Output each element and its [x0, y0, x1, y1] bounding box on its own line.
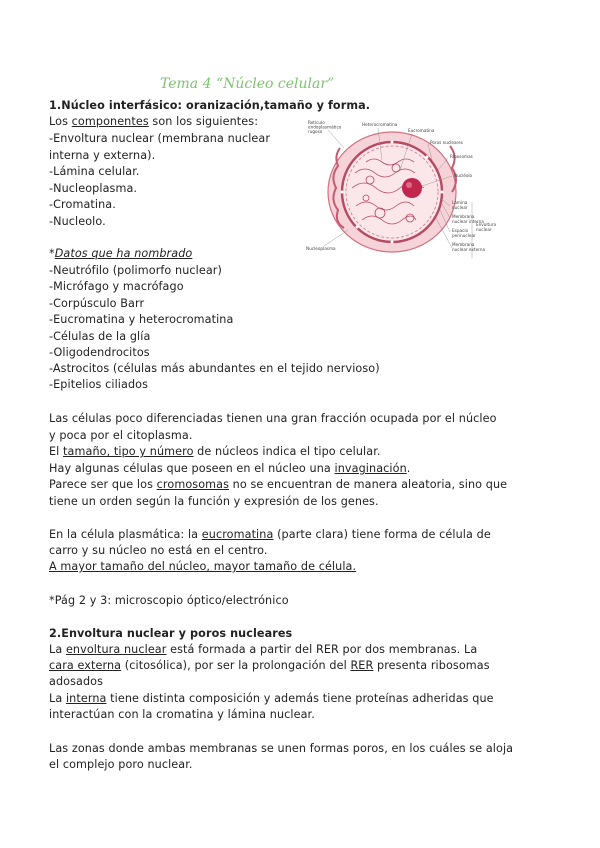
- paragraph-line: La envoltura nuclear está formada a partir del RER por dos membranas. La: [49, 643, 478, 656]
- diagram-label: Eucromatina: [408, 128, 435, 133]
- data-item: -Micrófago y macrófago: [49, 280, 184, 293]
- diagram-label: Nucleoplasma: [306, 246, 336, 251]
- paragraph-line: cara externa (citosólica), por ser la prolongación del RER presenta ribosomas: [49, 659, 490, 672]
- component-item: -Nucleolo.: [49, 215, 106, 228]
- paragraph-line: Parece ser que los cromosomas no se encuentran de manera aleatoria, sino que: [49, 478, 508, 491]
- page-title: Tema 4 “Núcleo celular”: [160, 76, 335, 92]
- component-item: -Lámina celular.: [49, 165, 140, 178]
- diagram-label: Membrana: [452, 214, 475, 219]
- diagram-label: Heterocromatina: [362, 122, 398, 127]
- components-intro: Los componentes son los siguientes:: [49, 115, 259, 128]
- data-item: -Células de la glía: [49, 330, 151, 343]
- section-1-heading: 1.Núcleo interfásico: oranización,tamaño y forma.: [49, 99, 371, 112]
- nucleus-diagram: [300, 118, 500, 260]
- diagram-label: perinuclear: [452, 233, 476, 238]
- component-item: interna y externa).: [49, 149, 156, 162]
- paragraph-line: El tamaño, tipo y número de núcleos indica el tipo celular.: [49, 445, 381, 458]
- paragraph-line: En la célula plasmática: la eucromatina (parte clara) tiene forma de célula de: [49, 528, 491, 541]
- diagram-label: Membrana: [452, 242, 475, 247]
- data-item: -Epitelios ciliados: [49, 378, 149, 391]
- paragraph-line: carro y su núcleo no está en el centro.: [49, 544, 268, 557]
- diagram-label: Ribosomas: [450, 154, 473, 159]
- diagram-label: Poros nucleares: [430, 140, 463, 145]
- nucleolus-highlight: [406, 182, 412, 188]
- paragraph-line: La interna tiene distinta composición y además tiene proteínas adheridas que: [49, 692, 494, 705]
- paragraph-line: adosados: [49, 675, 104, 688]
- paragraph-line: Hay algunas células que poseen en el núcleo una invaginación.: [49, 462, 411, 475]
- component-item: -Nucleoplasma.: [49, 182, 138, 195]
- page-note: *Pág 2 y 3: microscopio óptico/electrónico: [49, 594, 289, 607]
- component-item: -Envoltura nuclear (membrana nuclear: [49, 132, 271, 145]
- data-item: -Eucromatina y heterocromatina: [49, 313, 234, 326]
- diagram-label: Espacio: [452, 228, 469, 233]
- paragraph-line: tiene un orden según la función y expresión de los genes.: [49, 495, 379, 508]
- component-item: -Cromatina.: [49, 198, 116, 211]
- paragraph-line: Las zonas donde ambas membranas se unen formas poros, en los cuáles se aloja: [49, 742, 514, 755]
- paragraph-line: el complejo poro nuclear.: [49, 758, 193, 771]
- nucleolus: [402, 178, 422, 198]
- diagram-label: endoplasmático: [308, 124, 342, 130]
- data-item: -Corpúsculo Barr: [49, 297, 145, 310]
- diagram-label: nuclear interna: [452, 219, 484, 224]
- diagram-label: Lámina: [452, 200, 468, 205]
- data-item: -Astrocitos (células más abundantes en el tejido nervioso): [49, 362, 380, 375]
- paragraph-line: A mayor tamaño del núcleo, mayor tamaño de célula.: [49, 560, 357, 573]
- data-item: -Oligodendrocitos: [49, 346, 150, 359]
- diagram-label: nuclear externa: [452, 247, 486, 252]
- diagram-label: Nucléolo: [454, 173, 473, 178]
- diagram-label: nuclear: [476, 227, 492, 232]
- paragraph-line: y poca por el citoplasma.: [49, 429, 193, 442]
- section-2-heading: 2.Envoltura nuclear y poros nucleares: [49, 627, 293, 640]
- diagram-label: Retículo: [308, 120, 325, 125]
- diagram-label: Envoltura: [476, 222, 497, 227]
- data-item: -Neutrófilo (polimorfo nuclear): [49, 264, 222, 277]
- diagram-label: rugoso: [308, 129, 323, 134]
- diagram-label: nuclear: [452, 205, 468, 210]
- data-heading: *Datos que ha nombrado: [49, 247, 193, 260]
- paragraph-line: Las células poco diferenciadas tienen una gran fracción ocupada por el núcleo: [49, 412, 497, 425]
- paragraph-line: interactúan con la cromatina y lámina nuclear.: [49, 708, 315, 721]
